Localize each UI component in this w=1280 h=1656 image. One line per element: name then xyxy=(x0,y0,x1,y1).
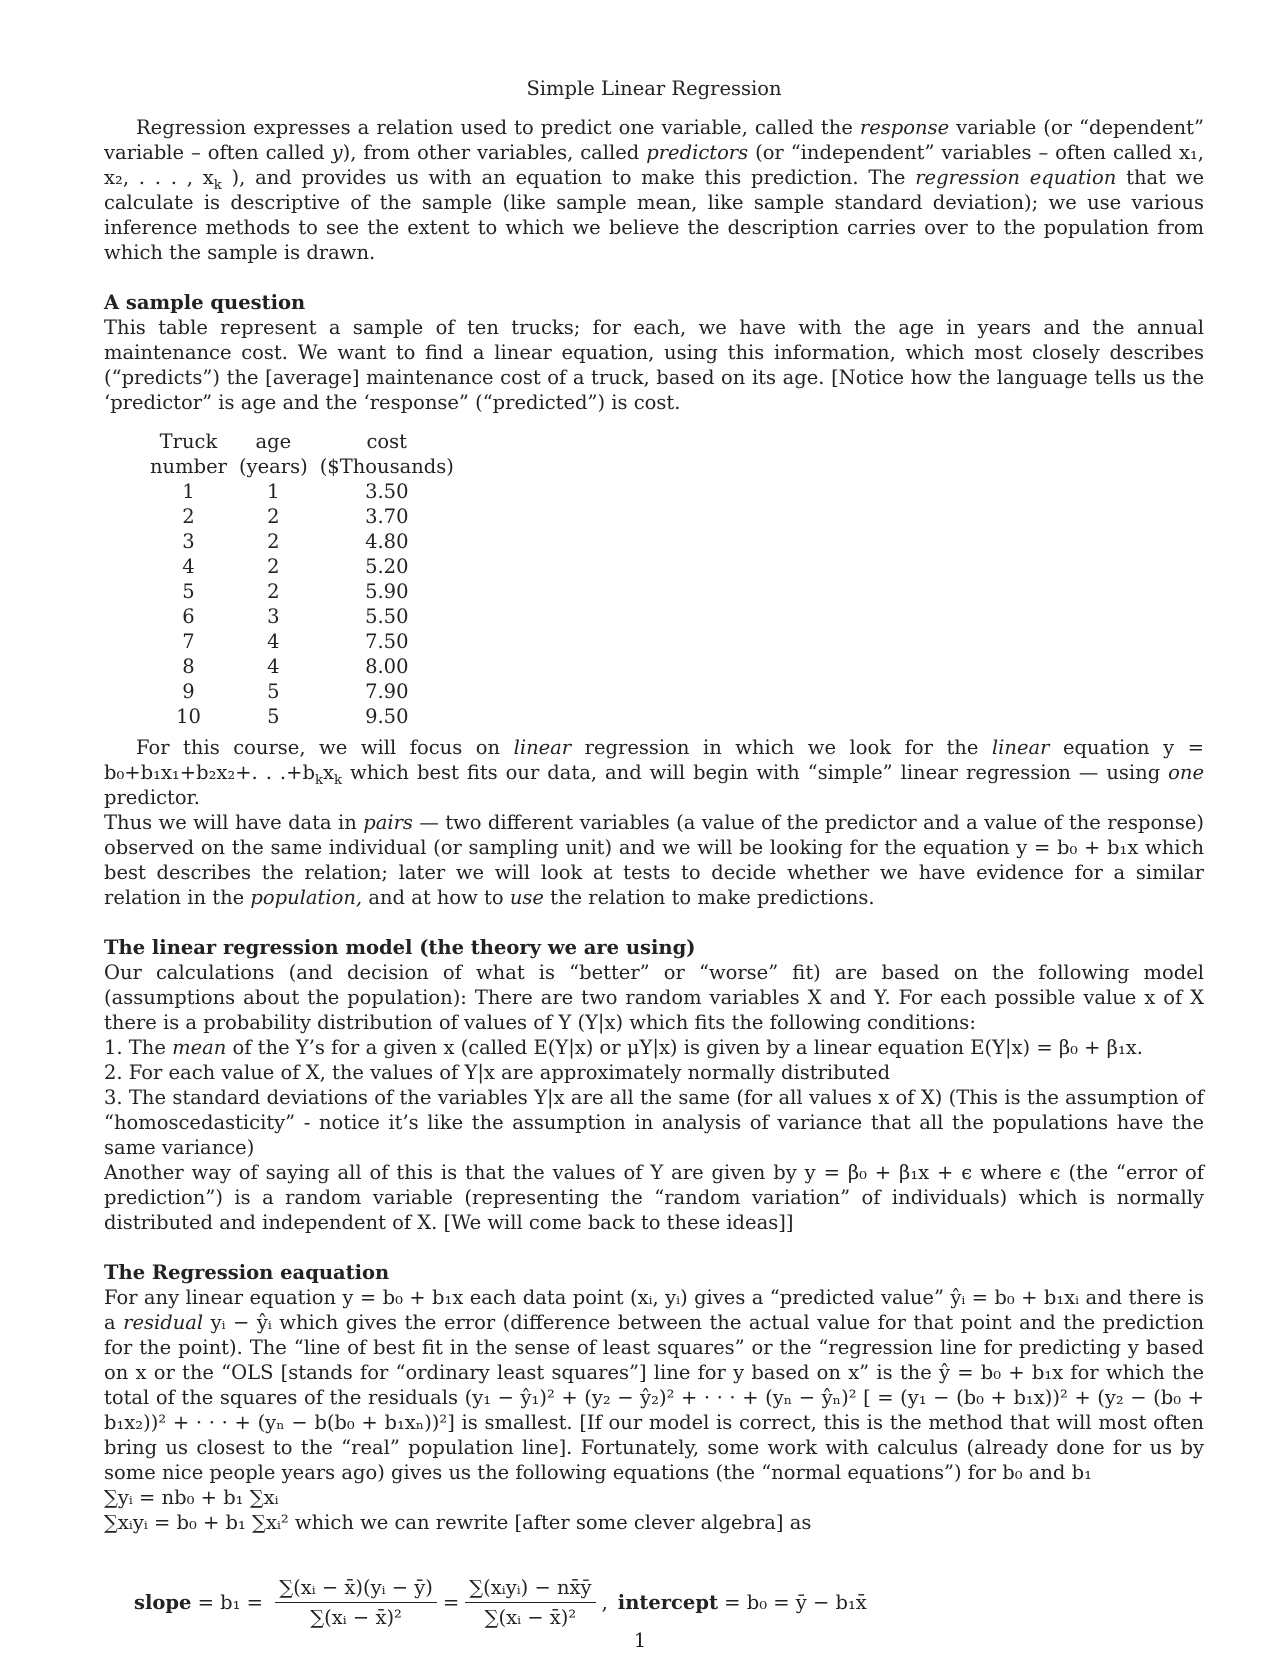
focus-k-sub: k xyxy=(314,772,323,788)
cell-cost: 8.00 xyxy=(365,655,409,678)
intro-text-6: that we calculate is descriptive of the sample (like sample mean, like sample standard deviation); we use various inference methods to see the extent to which we believe the description carries over to the population from which the sample is drawn. xyxy=(104,166,1204,264)
cell-truck: 7 xyxy=(182,630,195,653)
table-row xyxy=(144,704,460,729)
sample-heading: A sample question xyxy=(104,291,306,314)
intro-text-2: variable (or “dependent” variable – often called xyxy=(104,116,1204,164)
truck-data-table xyxy=(144,429,460,729)
page-number: 1 xyxy=(633,1629,647,1652)
model-item-2: 2. For each value of X, the values of Y|x are approximately normally distributed xyxy=(104,1061,891,1084)
table-row xyxy=(144,679,460,704)
cell-age: 2 xyxy=(267,555,280,578)
model-heading: The linear regression model (the theory we are using) xyxy=(104,936,696,959)
intro-y-var: y xyxy=(331,141,343,164)
table-row xyxy=(144,654,460,679)
pairs-em-population: population, xyxy=(250,886,363,909)
col-header-truck-unit: number xyxy=(150,455,227,478)
cell-age: 1 xyxy=(267,480,280,503)
intercept-label: intercept xyxy=(617,1591,718,1614)
slope-denominator-2: ∑(xᵢ − x̄)² xyxy=(484,1606,577,1629)
cell-truck: 9 xyxy=(182,680,195,703)
focus-text-4: which best fits our data, and will begin with “simple” linear regression — using xyxy=(342,761,1169,784)
col-header-truck: Truck xyxy=(159,430,218,453)
focus-em-linear: linear xyxy=(513,736,572,759)
cell-cost: 3.50 xyxy=(365,480,409,503)
model-item-1-text-a: 1. The xyxy=(104,1036,173,1059)
formula-comma: , xyxy=(601,1591,608,1614)
slope-fraction-2 xyxy=(465,1575,595,1630)
cell-cost: 5.20 xyxy=(365,555,409,578)
focus-paragraph xyxy=(104,735,1204,810)
document-page xyxy=(104,76,1204,1630)
spacer xyxy=(104,910,1204,935)
model-paragraph-2: Another way of saying all of this is that the values of Y are given by y = β₀ + β₁x + ϵ where ϵ (the “error of prediction”) is a random variable (representing the “random variation” of individuals) which is normally distributed and independent of X. [We will come back to these ideas]] xyxy=(104,1161,1204,1234)
table-header-row xyxy=(144,429,460,454)
regression-text-1: For any linear equation y = b₀ + b₁x each data point (xᵢ, yᵢ) gives a “predicted value” ŷᵢ = b₀ + b₁xᵢ and there is a xyxy=(104,1286,1204,1334)
cell-truck: 2 xyxy=(182,505,195,528)
cell-cost: 7.90 xyxy=(365,680,409,703)
intercept-eq: = b₀ = ȳ − b₁x̄ xyxy=(717,1591,867,1614)
normal-equation-2: ∑xᵢyᵢ = b₀ + b₁ ∑xᵢ² which we can rewrite [after some clever algebra] as xyxy=(104,1511,812,1534)
cell-cost: 5.90 xyxy=(365,580,409,603)
cell-age: 2 xyxy=(267,505,280,528)
intro-text-3: ), from other variables, called xyxy=(342,141,647,164)
table-row xyxy=(144,579,460,604)
document-title: Simple Linear Regression xyxy=(526,77,782,100)
cell-age: 3 xyxy=(267,605,280,628)
intro-text-4: (or “independent” variables – often called x₁, x₂, . . . , x xyxy=(104,141,1204,189)
pairs-paragraph xyxy=(104,810,1204,910)
col-header-cost-unit: ($Thousands) xyxy=(319,455,454,478)
regression-paragraph xyxy=(104,1285,1204,1485)
table-row xyxy=(144,629,460,654)
cell-age: 4 xyxy=(267,630,280,653)
table-row xyxy=(144,529,460,554)
col-header-age: age xyxy=(255,430,292,453)
cell-cost: 9.50 xyxy=(365,705,409,728)
model-item-1-em-mean: mean xyxy=(172,1036,227,1059)
slope-eq: = b₁ = xyxy=(191,1591,270,1614)
slope-denominator-1: ∑(xᵢ − x̄)² xyxy=(310,1606,402,1629)
col-header-age-unit: (years) xyxy=(238,455,308,478)
cell-truck: 3 xyxy=(182,530,195,553)
cell-truck: 6 xyxy=(182,605,195,628)
cell-cost: 3.70 xyxy=(365,505,409,528)
regression-text-2: yᵢ − ŷᵢ which gives the error (difference between the actual value for that point and the prediction for the point). The “line of best fit in the sense of least squares” or the “regression line for predicting y based on x or the “OLS [stands for “ordinary least squares”] line for y based on x” is the ŷ = b₀ + b₁x for which the total of the squares of the residuals (y₁ − ŷ₁)² + (y₂ − ŷ₂)² + · · · + (yₙ − ŷₙ)² [ = (y₁ − (b₀ + b₁x))² + (y₂ − (b₀ + b₁x₂))² + · · · + (yₙ − b(b₀ + b₁xₙ))²] is smallest. [If our model is correct, this is the method that will most often bring us closest to the “real” population line]. Fortunately, some work with calculus (already done for us by some nice people years ago) gives us the following equations (the “normal equations”) for b₀ and b₁ xyxy=(104,1311,1204,1484)
slope-numerator-2: ∑(xᵢyᵢ) − nx̄ȳ xyxy=(465,1575,595,1603)
focus-text-2: regression in which we look for the xyxy=(571,736,992,759)
regression-em-residual: residual xyxy=(123,1311,204,1334)
normal-equation-1: ∑yᵢ = nb₀ + b₁ ∑xᵢ xyxy=(104,1486,279,1509)
cell-age: 2 xyxy=(267,530,280,553)
intro-em-response: response xyxy=(859,116,950,139)
cell-cost: 5.50 xyxy=(365,605,409,628)
spacer xyxy=(104,265,1204,290)
table-row xyxy=(144,554,460,579)
pairs-text-2: — two different variables (a value of the predictor and a value of the response) observed on the same individual (or sampling unit) and we will be looking for the equation y = b₀ + b₁x which best describes the relation; later we will look at tests to decide whether we have evidence for a similar relation in the xyxy=(104,811,1204,909)
intro-em-predictors: predictors xyxy=(646,141,749,164)
pairs-em-pairs: pairs xyxy=(363,811,413,834)
focus-em-one: one xyxy=(1168,761,1205,784)
focus-text-1: For this course, we will focus on xyxy=(136,736,514,759)
table-header-row xyxy=(144,454,460,479)
model-item-3: 3. The standard deviations of the variables Y|x are all the same (for all values x of X) (This is the assumption of “homoscedasticity” - notice it’s like the assumption in analysis of variance that all the populations have the same variance) xyxy=(104,1086,1204,1159)
cell-age: 5 xyxy=(267,705,280,728)
intro-em-regression-eq: regression equation xyxy=(915,166,1117,189)
table-row xyxy=(144,604,460,629)
pairs-text-4: the relation to make predictions. xyxy=(543,886,875,909)
pairs-text-3: and at how to xyxy=(362,886,510,909)
cell-age: 2 xyxy=(267,580,280,603)
intro-paragraph xyxy=(104,115,1204,265)
slope-intercept-formula xyxy=(134,1575,1204,1630)
cell-truck: 10 xyxy=(176,705,201,728)
cell-truck: 5 xyxy=(182,580,195,603)
table-row xyxy=(144,504,460,529)
slope-fraction-1 xyxy=(275,1575,437,1630)
equals-sign: = xyxy=(442,1591,460,1614)
focus-text-5: predictor. xyxy=(104,786,200,809)
sample-paragraph: This table represent a sample of ten trucks; for each, we have with the age in years and the annual maintenance cost. We want to find a linear equation, using this information, which most closely describes (“predicts”) the [average] maintenance cost of a truck, based on its age. [Notice how the language tells us the ‘predictor” is age and the ‘response” (“predicted”) is cost. xyxy=(104,316,1204,414)
pairs-em-use: use xyxy=(509,886,544,909)
model-item-1 xyxy=(104,1035,1204,1060)
focus-text-3: equation y = b₀+b₁x₁+b₂x₂+. . .+b xyxy=(104,736,1204,784)
cell-cost: 4.80 xyxy=(365,530,409,553)
slope-numerator-1: ∑(xᵢ − x̄)(yᵢ − ȳ) xyxy=(275,1575,437,1603)
cell-cost: 7.50 xyxy=(365,630,409,653)
spacer xyxy=(104,1235,1204,1260)
cell-truck: 8 xyxy=(182,655,195,678)
model-item-1-text-b: of the Y’s for a given x (called E(Y|x) or μY|x) is given by a linear equation E(Y|x) = β₀ + β₁x. xyxy=(226,1036,1143,1059)
model-paragraph: Our calculations (and decision of what is “better” or “worse” fit) are based on the following model (assumptions about the population): There are two random variables X and Y. For each possible value x of X there is a probability distribution of values of Y (Y|x) which fits the following conditions: xyxy=(104,961,1204,1034)
cell-age: 5 xyxy=(267,680,280,703)
intro-text-1: Regression expresses a relation used to predict one variable, called the xyxy=(136,116,860,139)
intro-text-5: ), and provides us with an equation to make this prediction. The xyxy=(221,166,916,189)
cell-truck: 4 xyxy=(182,555,195,578)
table-row xyxy=(144,479,460,504)
regression-heading: The Regression eaquation xyxy=(104,1261,390,1284)
focus-xk: x xyxy=(322,761,334,784)
col-header-cost: cost xyxy=(366,430,408,453)
cell-truck: 1 xyxy=(182,480,195,503)
pairs-text-1: Thus we will have data in xyxy=(104,811,364,834)
focus-em-linear-2: linear xyxy=(991,736,1050,759)
focus-k-sub-2: k xyxy=(333,772,343,788)
slope-label: slope xyxy=(134,1591,192,1614)
cell-age: 4 xyxy=(267,655,280,678)
intro-k-sub: k xyxy=(213,177,222,193)
